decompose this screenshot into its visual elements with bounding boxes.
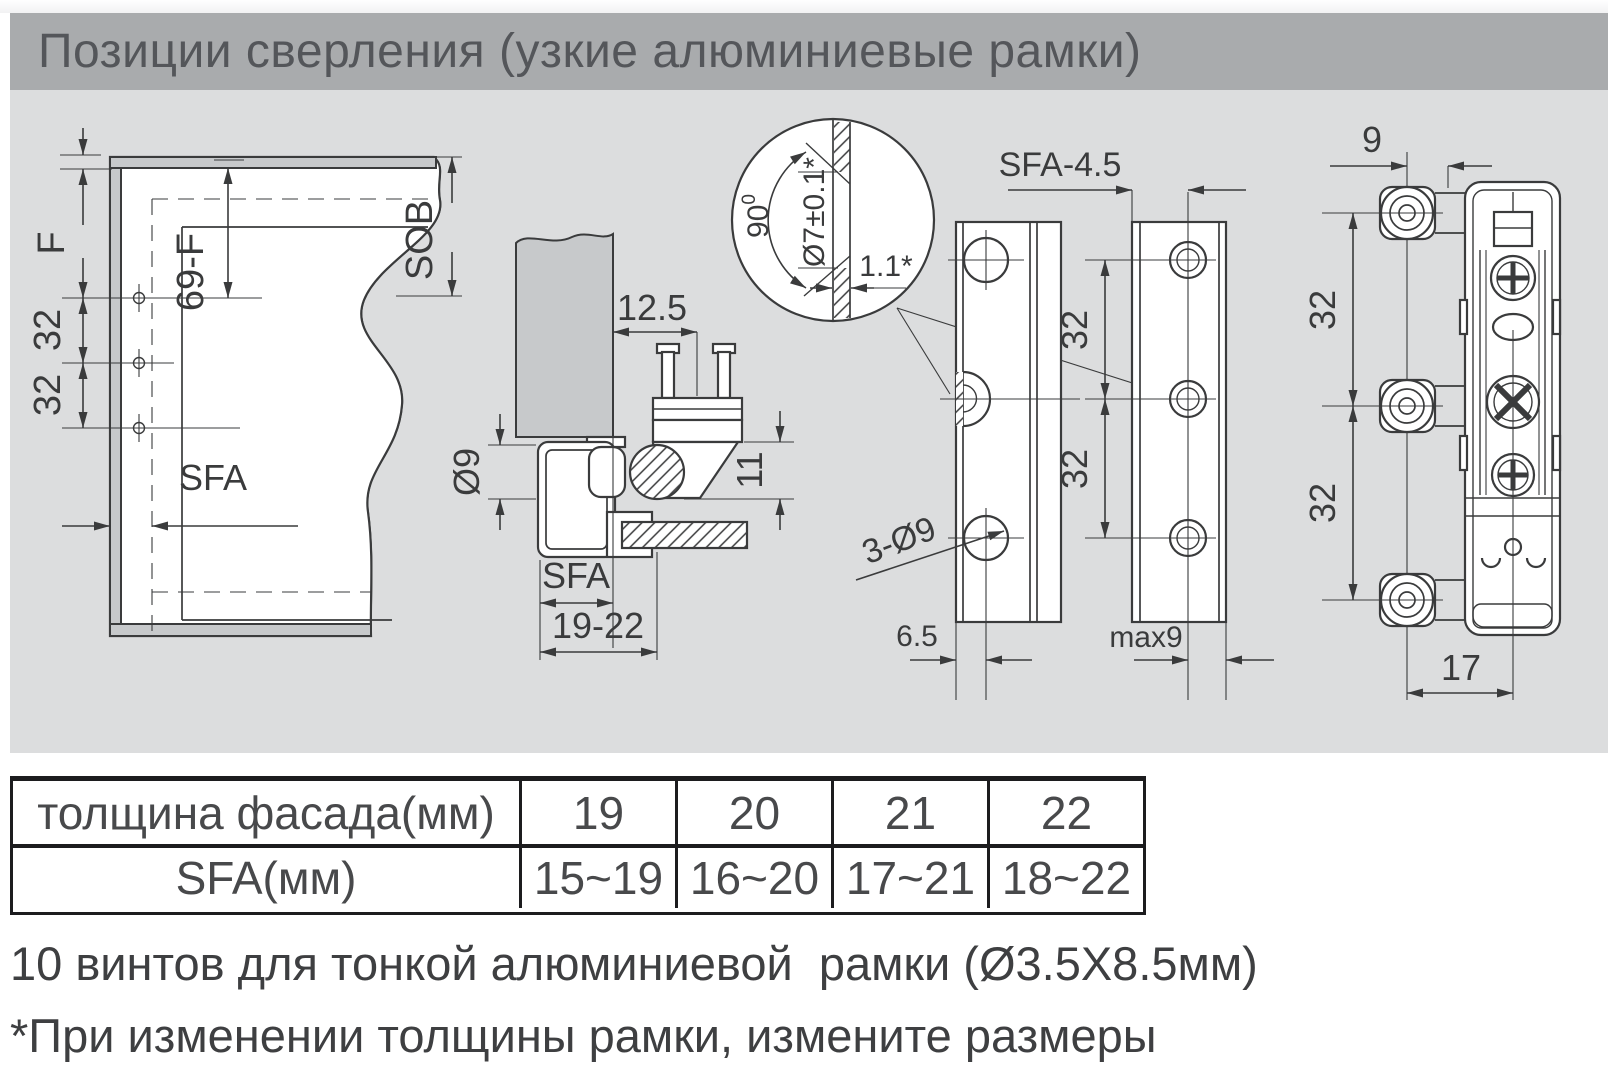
hinge-section-view xyxy=(446,234,794,660)
dim-3dia9-label: 3-Ø9 xyxy=(856,509,942,573)
knuckle-circles xyxy=(1322,187,1443,626)
dim-11-label: 11 xyxy=(729,451,770,489)
dim-plate-32a-label: 32 xyxy=(1054,309,1095,351)
table-cell: 18~22 xyxy=(987,844,1143,908)
note-asterisk: *При изменении толщины рамки, измените размеры xyxy=(10,1009,1157,1062)
table-row-label: толщина фасада(мм) xyxy=(37,786,495,839)
page-title: Позиции сверления (узкие алюминиевые рамки) xyxy=(38,25,1142,78)
dim-sfa45-label: SFA-4.5 xyxy=(998,146,1122,184)
spec-table xyxy=(10,776,1146,915)
dim-17-label: 17 xyxy=(1440,647,1482,688)
dim-69f-label: 69-F xyxy=(170,232,212,312)
note-screws: 10 винтов для тонкой алюминиевой рамки (Ø3.5X8.5мм) xyxy=(10,937,1258,990)
page-top-margin xyxy=(0,0,1608,13)
dim-sob-label: SOB xyxy=(399,199,441,281)
dim-1922-label: 19-22 xyxy=(551,605,645,646)
table-row-label: SFA(мм) xyxy=(13,844,519,908)
dim-wall-label: 1.1* xyxy=(859,250,913,283)
hinge-cup-section xyxy=(630,445,684,499)
dim-65-label: 6.5 xyxy=(896,620,938,653)
dim-dia9-label: Ø9 xyxy=(446,447,487,497)
table-cell: 21 xyxy=(831,781,987,844)
table-cell: 22 xyxy=(987,781,1143,844)
table-cell: 15~19 xyxy=(519,844,675,908)
table-cell: 17~21 xyxy=(831,844,987,908)
table-cell: 16~20 xyxy=(675,844,831,908)
dim-hinge-32a-label: 32 xyxy=(1302,289,1343,331)
dim-angle-label: 900 xyxy=(739,194,775,238)
dim-hinge-32b-label: 32 xyxy=(1302,482,1343,524)
dim-sfa-label: SFA xyxy=(178,457,248,498)
door-front-view xyxy=(27,128,462,636)
dim-pitch-a-label: 32 xyxy=(27,308,69,352)
dim-f-label: F xyxy=(31,231,73,255)
dim-max9-label: max9 xyxy=(1109,621,1183,654)
technical-drawing xyxy=(0,90,1608,753)
title-bar xyxy=(10,13,1608,90)
dim-sfa2-label: SFA xyxy=(541,555,611,596)
table-cell: 20 xyxy=(675,781,831,844)
dim-plate-32b-label: 32 xyxy=(1054,448,1095,490)
hinge-front-view xyxy=(1302,119,1560,700)
dim-bore-label: Ø7±0.1* xyxy=(798,157,831,267)
dim-125-label: 12.5 xyxy=(616,287,688,328)
dim-pitch-b-label: 32 xyxy=(27,373,69,417)
dim-9-label: 9 xyxy=(1361,119,1383,160)
table-cell: 19 xyxy=(519,781,675,844)
